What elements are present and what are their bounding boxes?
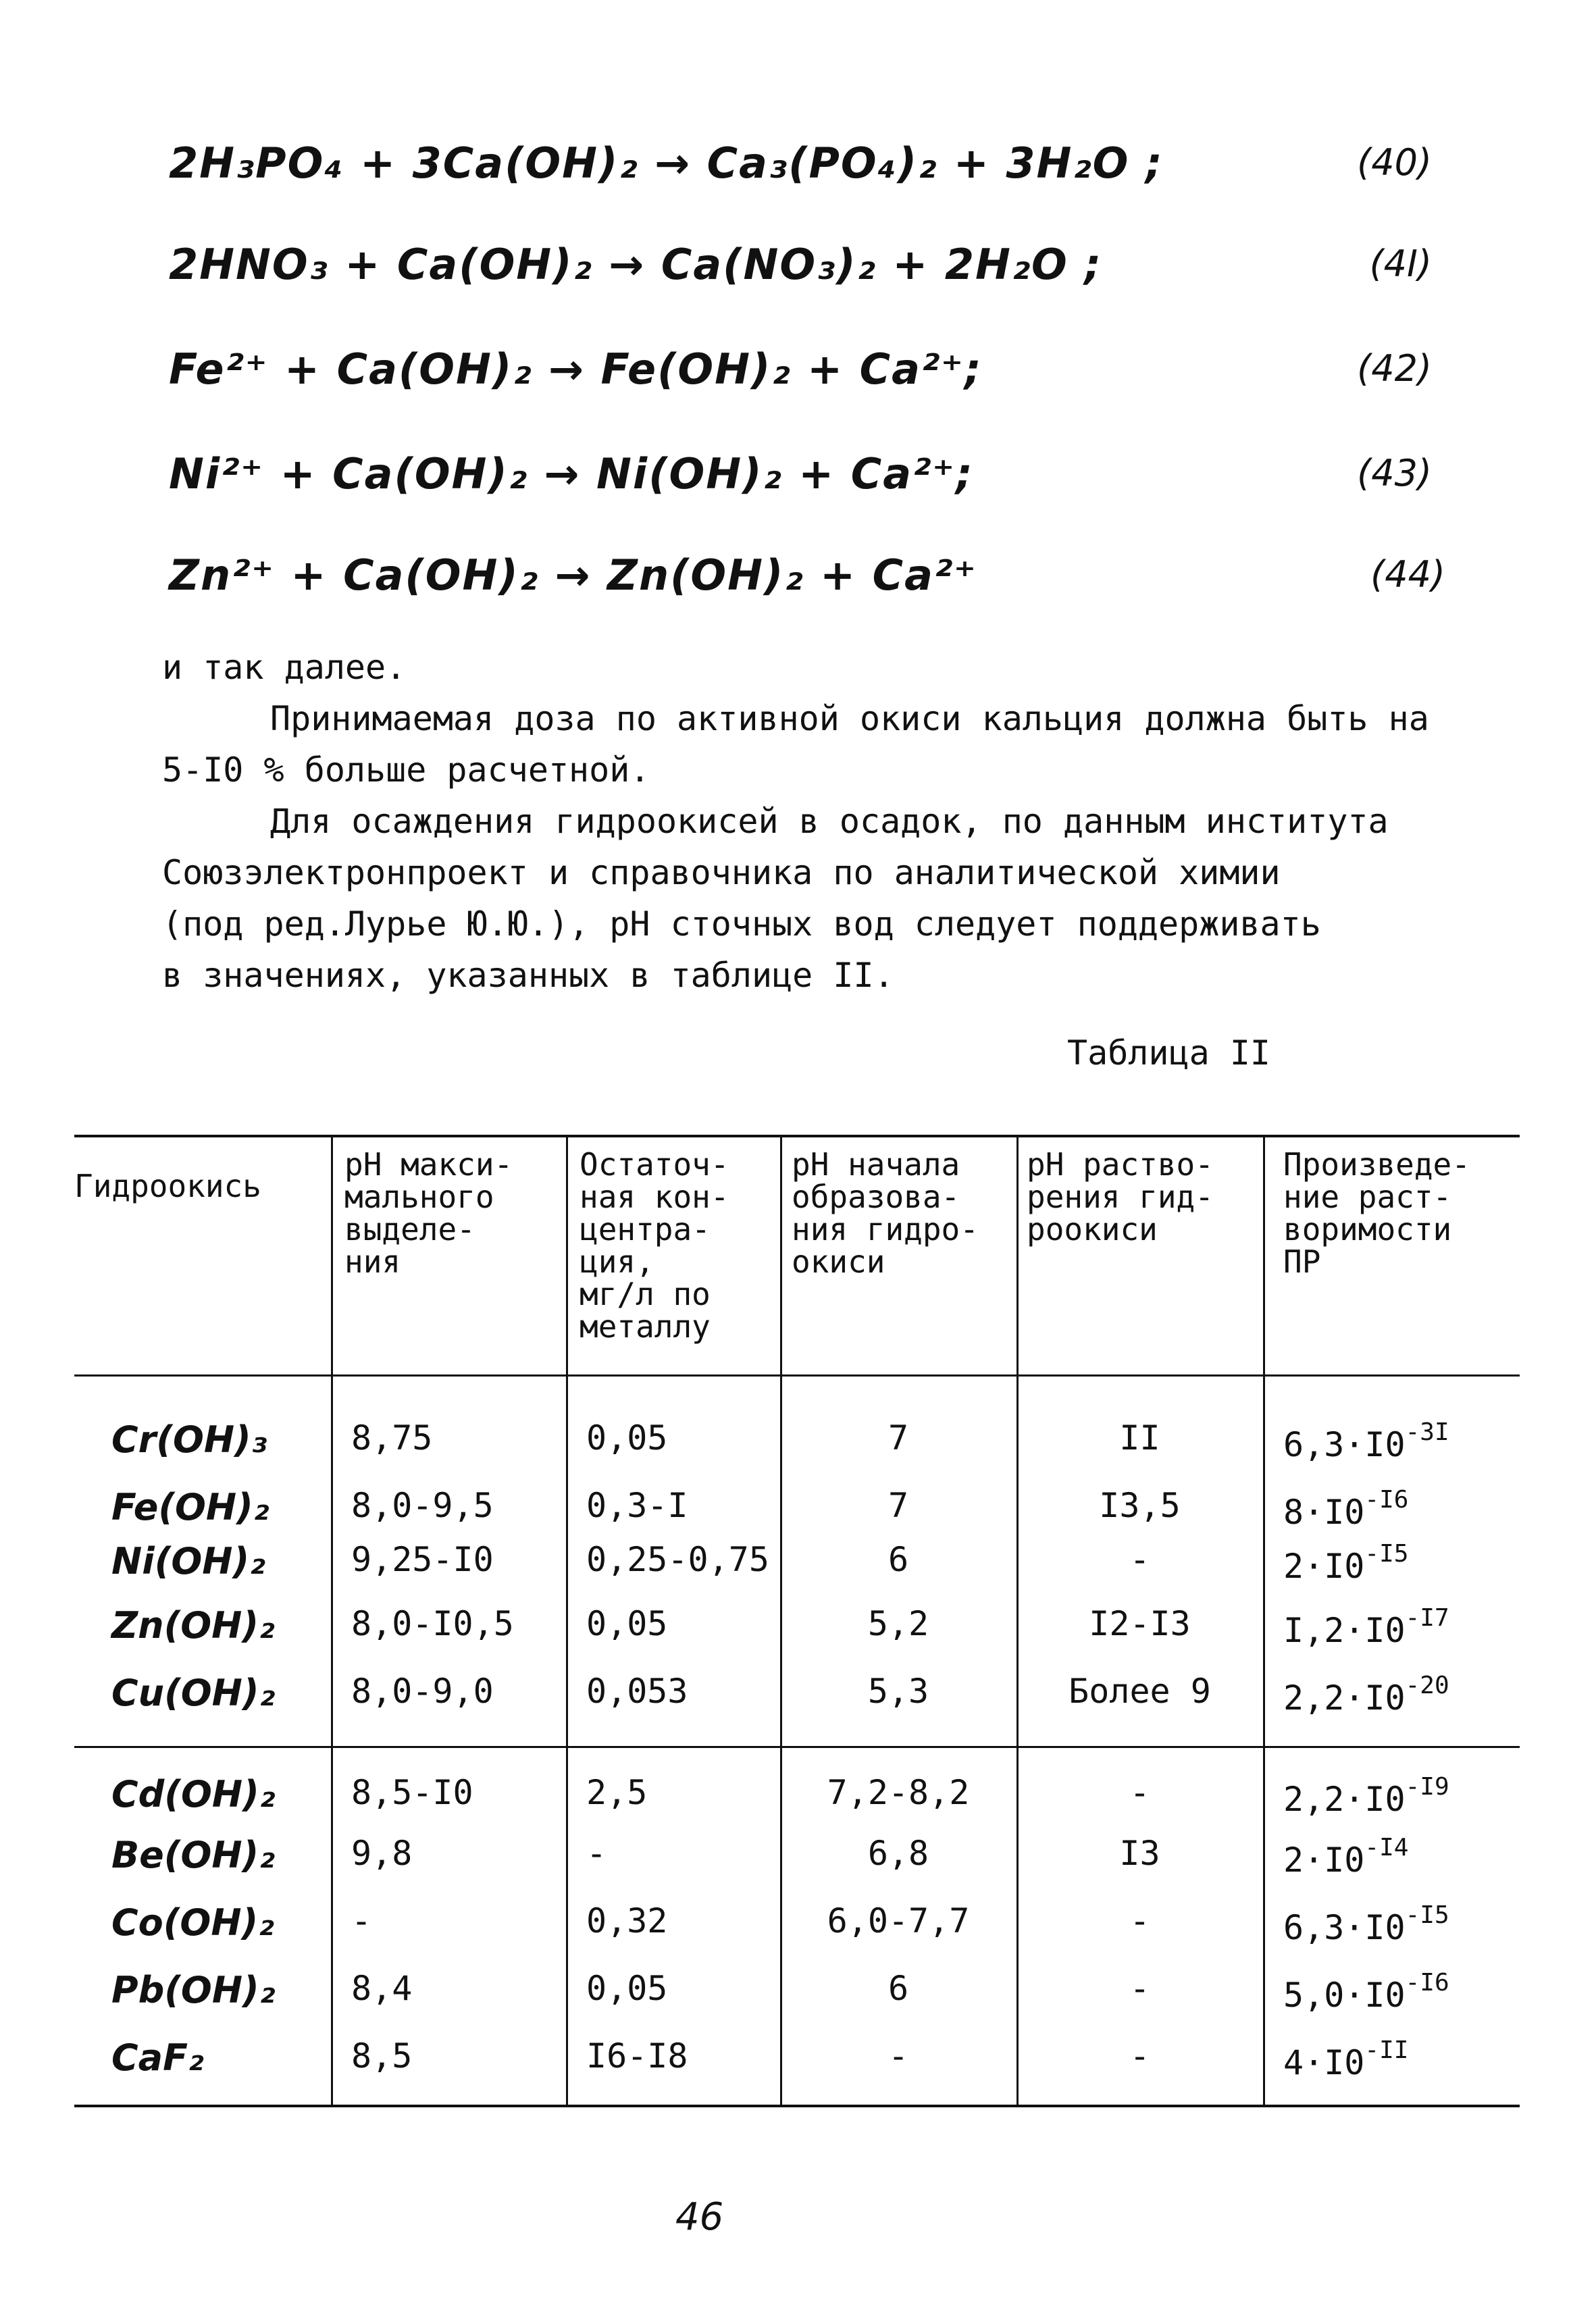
equation-40 bbox=[169, 138, 1432, 213]
hydroxide-formula: Co(OH)₂ bbox=[111, 1901, 274, 1944]
ph-dissolve-value: - bbox=[1129, 1773, 1150, 1812]
residual-value: 0,32 bbox=[586, 1901, 668, 1940]
ph-start-value: 6,8 bbox=[867, 1834, 929, 1873]
ph-max-value: - bbox=[351, 1901, 372, 1940]
residual-value: 0,053 bbox=[586, 1672, 688, 1711]
ph-max-value: 8,4 bbox=[351, 1969, 413, 2008]
column-divider bbox=[1016, 1135, 1019, 2107]
solubility-exponent: -II bbox=[1364, 2036, 1409, 2064]
table-bottom-rule bbox=[74, 2105, 1520, 2107]
ph-max-value: 8,75 bbox=[351, 1418, 433, 1458]
body-text bbox=[162, 642, 1506, 1001]
column-divider bbox=[780, 1135, 782, 2107]
ph-dissolve-value: - bbox=[1129, 1540, 1150, 1579]
residual-value: 0,25-0,75 bbox=[586, 1540, 769, 1579]
ph-max-value: 9,8 bbox=[351, 1834, 413, 1873]
solubility-product bbox=[1283, 1604, 1449, 1650]
equation-text: 2HNO₃ + Ca(OH)₂ → Ca(NO₃)₂ + 2H₂O ; bbox=[169, 240, 1103, 289]
equation-number: (44) bbox=[1370, 553, 1445, 596]
solubility-exponent: -I6 bbox=[1364, 1486, 1409, 1514]
equation-number: (40) bbox=[1357, 141, 1432, 184]
ph-start-value: 7,2-8,2 bbox=[827, 1773, 970, 1812]
solubility-product bbox=[1283, 1901, 1449, 1947]
hydroxide-formula: Zn(OH)₂ bbox=[111, 1604, 275, 1647]
solubility-exponent: -3I bbox=[1405, 1418, 1449, 1446]
equation-text: Ni²⁺ + Ca(OH)₂ → Ni(OH)₂ + Ca²⁺; bbox=[169, 449, 974, 498]
equation-number: (42) bbox=[1357, 347, 1432, 390]
residual-value: 0,05 bbox=[586, 1418, 668, 1458]
ph-max-value: 8,5 bbox=[351, 2036, 413, 2076]
solubility-exponent: -I6 bbox=[1405, 1969, 1449, 1997]
solubility-exponent: -20 bbox=[1405, 1672, 1449, 1699]
ph-dissolve-value: II bbox=[1119, 1418, 1160, 1458]
solubility-base: I,2·I0 bbox=[1283, 1611, 1406, 1650]
solubility-exponent: -I9 bbox=[1405, 1773, 1449, 1801]
solubility-product bbox=[1283, 2036, 1408, 2082]
ph-dissolve-value: I3,5 bbox=[1099, 1486, 1181, 1525]
solubility-base: 2,2·I0 bbox=[1283, 1780, 1406, 1819]
ph-max-value: 8,0-9,5 bbox=[351, 1486, 494, 1525]
solubility-product bbox=[1283, 1418, 1449, 1464]
text-line: Союзэлектронпроект и справочника по аналитической химии bbox=[162, 853, 1281, 892]
ph-dissolve-value: I3 bbox=[1119, 1834, 1160, 1873]
ph-max-value: 8,0-I0,5 bbox=[351, 1604, 514, 1643]
solubility-base: 8·I0 bbox=[1283, 1493, 1365, 1532]
residual-value: 0,05 bbox=[586, 1969, 668, 2008]
header-residual: Остаточ- ная кон- центра- ция, мг/л по металлу bbox=[580, 1146, 729, 1345]
hydroxide-formula: Cu(OH)₂ bbox=[111, 1672, 276, 1714]
equation-43 bbox=[169, 449, 1432, 523]
header-solubility: Произведе- ние раст- воримости ПР bbox=[1283, 1146, 1470, 1280]
header-ph-start: рН начала образова- ния гидро- окиси bbox=[792, 1146, 979, 1280]
hydroxide-formula: Fe(OH)₂ bbox=[111, 1486, 269, 1528]
solubility-product bbox=[1283, 1773, 1449, 1819]
equation-number: (43) bbox=[1357, 452, 1432, 494]
solubility-exponent: -I5 bbox=[1405, 1901, 1449, 1929]
header-ph-max: рН макси- мального выделе- ния bbox=[344, 1146, 513, 1280]
ph-start-value: 5,2 bbox=[867, 1604, 929, 1643]
residual-value: I6-I8 bbox=[586, 2036, 688, 2076]
ph-start-value: 7 bbox=[887, 1486, 909, 1525]
column-divider bbox=[566, 1135, 568, 2107]
data-table bbox=[74, 1135, 1520, 2107]
solubility-product bbox=[1283, 1672, 1449, 1718]
equation-text: 2H₃PO₄ + 3Ca(OH)₂ → Ca₃(PO₄)₂ + 3H₂O ; bbox=[169, 138, 1164, 188]
header-ph-dissolve: рН раство- рения гид- роокиси bbox=[1027, 1146, 1214, 1248]
ph-start-value: 6 bbox=[887, 1969, 909, 2008]
solubility-product bbox=[1283, 1540, 1408, 1586]
hydroxide-formula: CaF₂ bbox=[111, 2036, 204, 2079]
solubility-base: 2,2·I0 bbox=[1283, 1678, 1406, 1718]
solubility-product bbox=[1283, 1969, 1449, 2015]
equation-text: Zn²⁺ + Ca(OH)₂ → Zn(OH)₂ + Ca²⁺ bbox=[169, 550, 977, 600]
text-line: (под ред.Лурье Ю.Ю.), рН сточных вод следует поддерживать bbox=[162, 904, 1321, 944]
equation-text: Fe²⁺ + Ca(OH)₂ → Fe(OH)₂ + Ca²⁺; bbox=[169, 344, 983, 394]
table-top-rule bbox=[74, 1135, 1520, 1137]
ph-start-value: 7 bbox=[887, 1418, 909, 1458]
residual-value: - bbox=[586, 1834, 607, 1873]
solubility-exponent: -I7 bbox=[1405, 1604, 1449, 1632]
text-line: Для осаждения гидроокисей в осадок, по данным института bbox=[270, 802, 1389, 841]
ph-dissolve-value: I2-I3 bbox=[1089, 1604, 1191, 1643]
residual-value: 2,5 bbox=[586, 1773, 648, 1812]
ph-start-value: - bbox=[887, 2036, 909, 2076]
residual-value: 0,3-I bbox=[586, 1486, 688, 1525]
hydroxide-formula: Be(OH)₂ bbox=[111, 1834, 275, 1876]
header-hydroxide: Гидроокись bbox=[74, 1168, 261, 1204]
hydroxide-formula: Cd(OH)₂ bbox=[111, 1773, 276, 1816]
solubility-base: 2·I0 bbox=[1283, 1841, 1365, 1880]
text-line: в значениях, указанных в таблице II. bbox=[162, 956, 894, 995]
equation-42 bbox=[169, 344, 1432, 419]
solubility-exponent: -I5 bbox=[1364, 1540, 1409, 1568]
column-divider bbox=[331, 1135, 333, 2107]
ph-dissolve-value: Более 9 bbox=[1069, 1672, 1211, 1711]
ph-max-value: 9,25-I0 bbox=[351, 1540, 494, 1579]
text-line: Принимаемая доза по активной окиси кальция должна быть на bbox=[270, 699, 1429, 738]
equation-41 bbox=[169, 240, 1432, 314]
solubility-product bbox=[1283, 1834, 1408, 1880]
ph-max-value: 8,0-9,0 bbox=[351, 1672, 494, 1711]
solubility-base: 2·I0 bbox=[1283, 1547, 1365, 1586]
column-divider bbox=[1263, 1135, 1265, 2107]
solubility-base: 6,3·I0 bbox=[1283, 1425, 1406, 1464]
solubility-base: 5,0·I0 bbox=[1283, 1976, 1406, 2015]
ph-dissolve-value: - bbox=[1129, 2036, 1150, 2076]
group-rule bbox=[74, 1746, 1520, 1748]
solubility-base: 6,3·I0 bbox=[1283, 1908, 1406, 1947]
ph-start-value: 5,3 bbox=[867, 1672, 929, 1711]
hydroxide-formula: Ni(OH)₂ bbox=[111, 1540, 265, 1583]
hydroxide-formula: Pb(OH)₂ bbox=[111, 1969, 276, 2011]
hydroxide-formula: Cr(OH)₃ bbox=[111, 1418, 267, 1461]
ph-max-value: 8,5-I0 bbox=[351, 1773, 473, 1812]
ph-start-value: 6 bbox=[887, 1540, 909, 1579]
table-caption: Таблица II bbox=[1067, 1033, 1271, 1073]
ph-start-value: 6,0-7,7 bbox=[827, 1901, 970, 1940]
header-rule bbox=[74, 1374, 1520, 1377]
page-number: 46 bbox=[675, 2195, 724, 2239]
equation-number: (4I) bbox=[1369, 242, 1432, 285]
solubility-base: 4·I0 bbox=[1283, 2043, 1365, 2082]
equation-44 bbox=[169, 550, 1445, 625]
text-line: 5-I0 % больше расчетной. bbox=[162, 750, 650, 790]
ph-dissolve-value: - bbox=[1129, 1901, 1150, 1940]
residual-value: 0,05 bbox=[586, 1604, 668, 1643]
ph-dissolve-value: - bbox=[1129, 1969, 1150, 2008]
solubility-product bbox=[1283, 1486, 1408, 1532]
solubility-exponent: -I4 bbox=[1364, 1834, 1409, 1861]
text-line: и так далее. bbox=[162, 648, 407, 687]
